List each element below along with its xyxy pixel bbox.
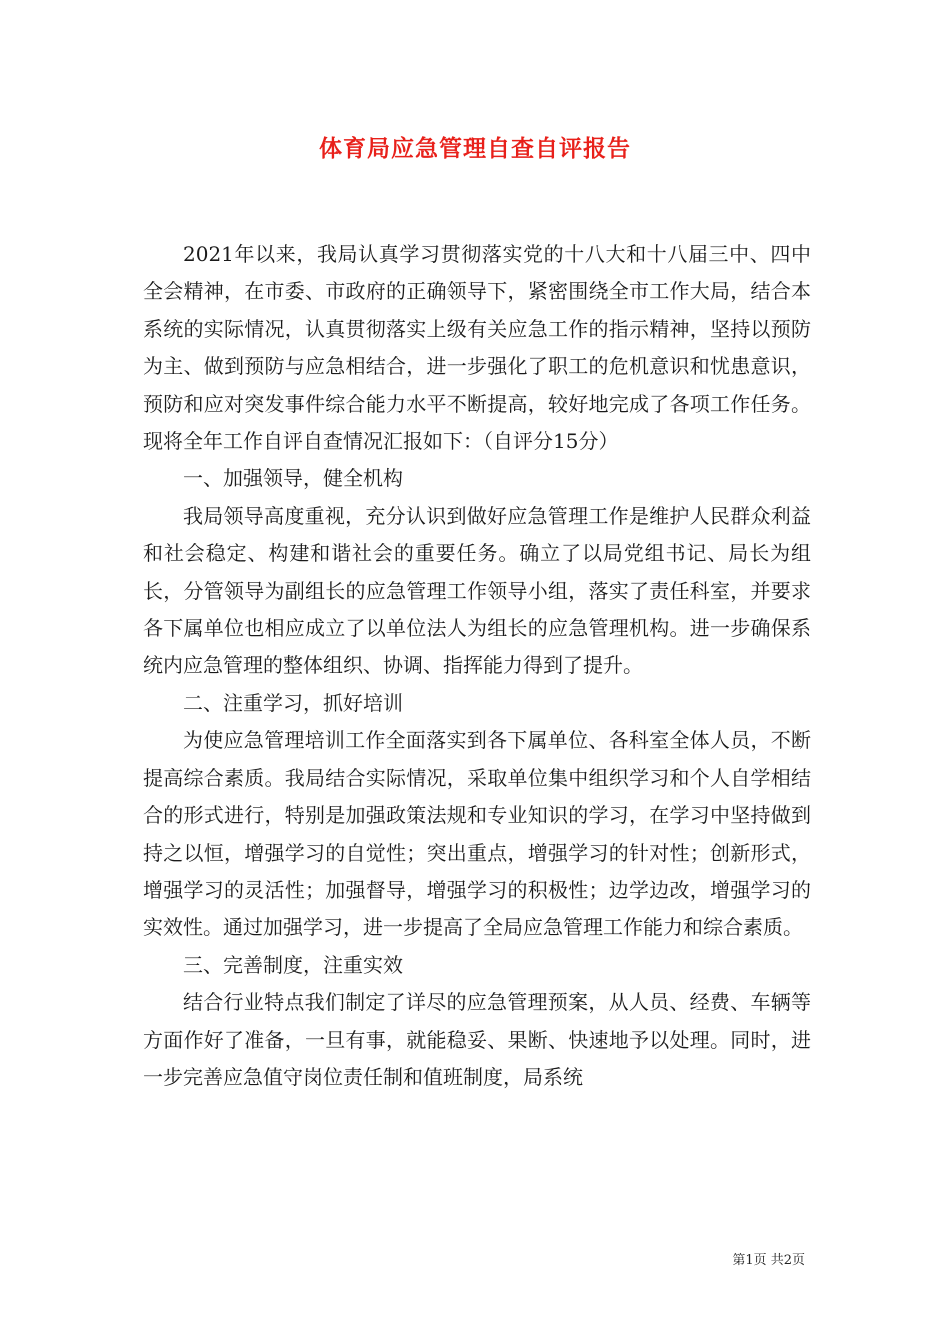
paragraph-section-2: 为使应急管理培训工作全面落实到各下属单位、各科室全体人员，不断提高综合素质。我局结合实际情况，采取单位集中组织学习和个人自学相结合的形式进行，特别是加强政策法规和专业知识的学习，在学习中坚持做到持之以恒，增强学习的自觉性；突出重点，增强学习的针对性；创新形式，增强学习的灵活性；加强督导，增强学习的积极性；边学边改，增强学习的实效性。通过加强学习，进一步提高了全局应急管理工作能力和综合素质。 xyxy=(143,728,811,940)
page-number: 第1页 共2页 xyxy=(732,1253,805,1268)
document-body xyxy=(143,236,811,1096)
paragraph-section-1: 我局领导高度重视，充分认识到做好应急管理工作是维护人民群众利益和社会稳定、构建和谐社会的重要任务。确立了以局党组书记、局长为组长，分管领导为副组长的应急管理工作领导小组，落实了责任科室，并要求各下属单位也相应成立了以单位法人为组长的应急管理机构。进一步确保系统内应急管理的整体组织、协调、指挥能力得到了提升。 xyxy=(143,503,811,678)
document-title: 体育局应急管理自查自评报告 xyxy=(319,136,631,162)
section-heading-3: 三、完善制度，注重实效 xyxy=(183,952,403,977)
paragraph-section-3: 结合行业特点我们制定了详尽的应急管理预案，从人员、经费、车辆等方面作好了准备，一旦有事，就能稳妥、果断、快速地予以处理。同时，进一步完善应急值守岗位责任制和值班制度，局系统 xyxy=(143,990,811,1089)
paragraph-intro: 2021年以来，我局认真学习贯彻落实党的十八大和十八届三中、四中全会精神，在市委、市政府的正确领导下，紧密围绕全市工作大局，结合本系统的实际情况，认真贯彻落实上级有关应急工作的指示精神，坚持以预防为主、做到预防与应急相结合，进一步强化了职工的危机意识和忧患意识，预防和应对突发事件综合能力水平不断提高，较好地完成了各项工作任务。现将全年工作自评自查情况汇报如下：（自评分15分） xyxy=(143,242,811,454)
section-heading-2: 二、注重学习，抓好培训 xyxy=(183,690,403,715)
section-heading-1: 一、加强领导，健全机构 xyxy=(183,466,403,491)
